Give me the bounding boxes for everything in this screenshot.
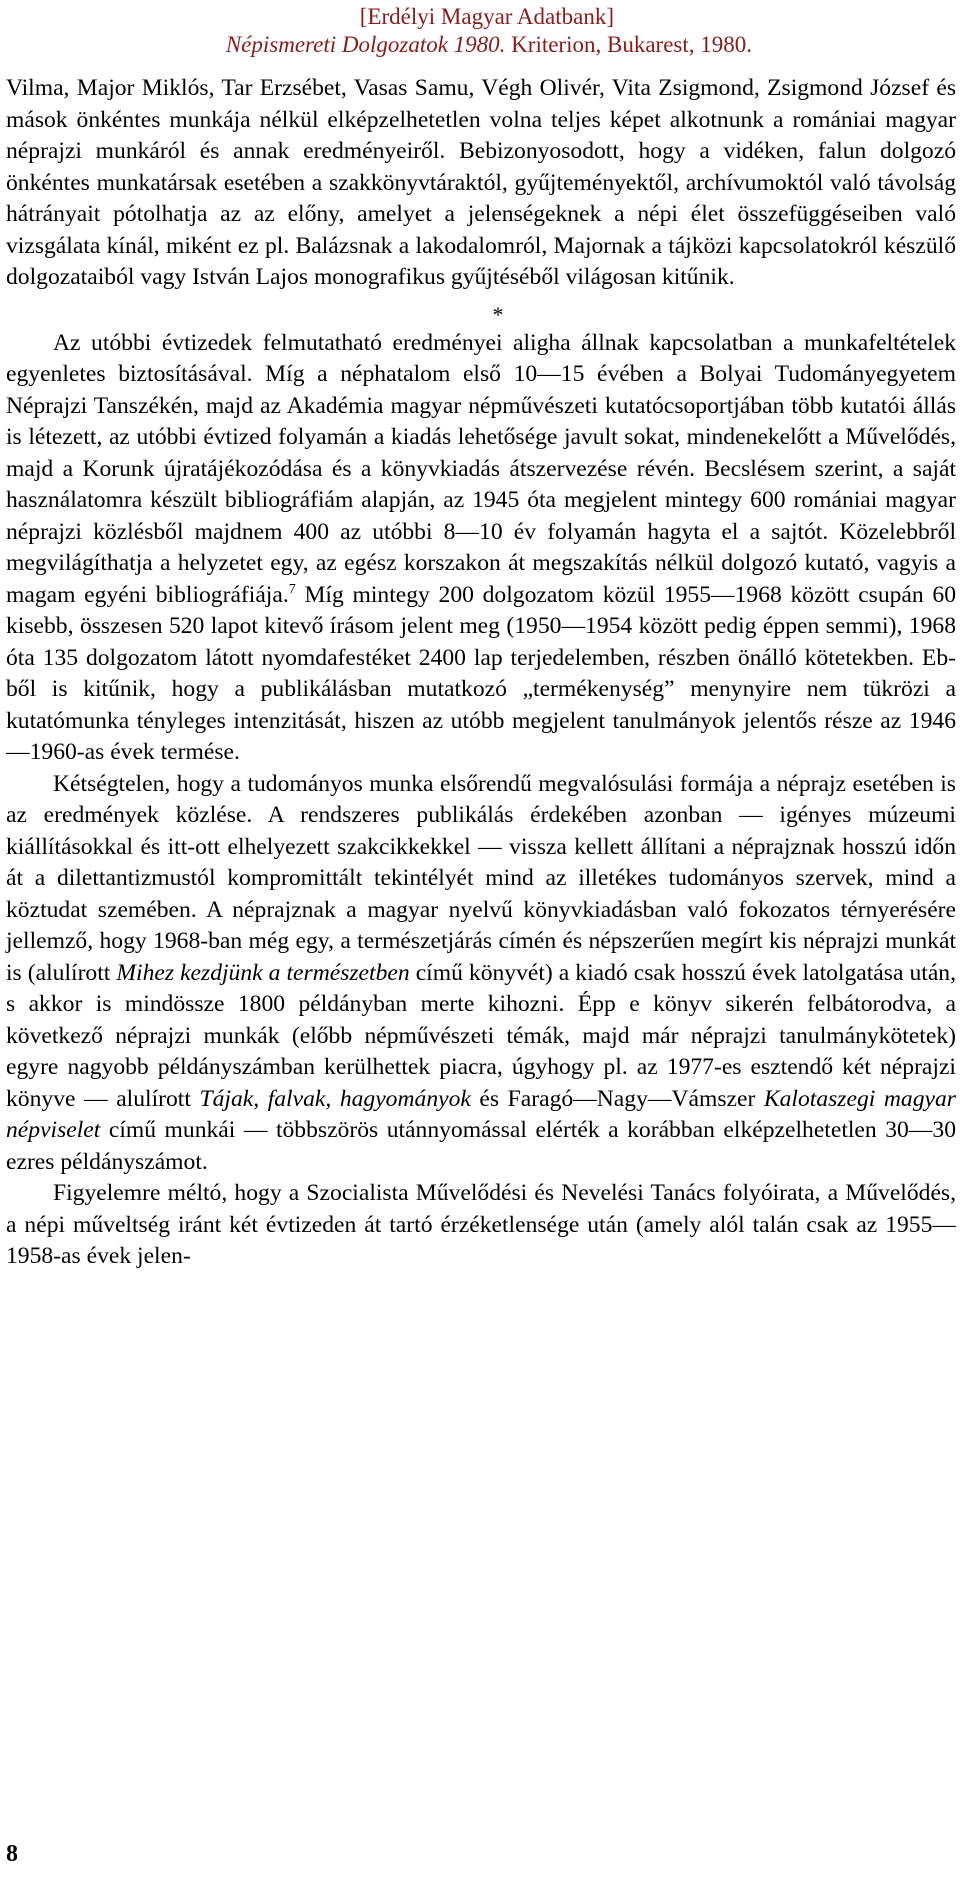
paragraph-3-part-d: című munkái — többszörös utánnyomással elérték a korábban elképzelhetetlen 30—30 ezres példányszámot.: [6, 1117, 956, 1175]
paragraph-3-part-c: és Faragó—Nagy—Vámszer: [470, 1085, 764, 1112]
citation-line: [226, 32, 752, 58]
paragraph-3: [6, 769, 956, 1179]
paragraph-2-part-b: Míg mintegy 200 dolgozatom közül 1955—1968 között csupán 60 kisebb, összesen 520 lapot kitevő írásom jelent meg (1950—1954 között pedig éppen semmi), 1968 óta 135 dolgozatom látott nyomdafestéket 2400 lap terjedelemben, részben önálló kötetekben. Ebből is kitűnik, hogy a publikálásban mutatkozó „termékenység” menynyire nem tükrözi a kutatómunka tényleges intenzitását, hiszen az utóbb megjelent tanulmányok jelentős része az 1946—1960-as évek termése.: [6, 581, 957, 765]
article-body: [6, 73, 956, 1273]
paragraph-1: Vilma, Major Miklós, Tar Erzsébet, Vasas Samu, Végh Olivér, Vita Zsigmond, Zsigmond József és mások önkéntes munkája nélkül elképzelhetetlen volna teljes képet alkotnunk a romániai magyar néprajzi munkáról és annak eredményeiről. Bebizonyosodott, hogy a vidéken, falun dolgozó önkéntes munkatársak esetében a szakkönyvtáraktól, gyűjteményektől, archívumoktól való távolság hátrányait pótolhatja az az előny, amelyet a jelenségeknek a népi élet összefüggéseiben való vizsgálata kínál, miként ez pl. Balázsnak a lakodalomról, Majornak a tájközi kapcsolatokról készülő dolgozataiból vagy István Lajos monografikus gyűjtéséből világosan kitűnik.: [6, 75, 956, 290]
page-number: 8: [6, 1841, 18, 1867]
footnote-marker: 7: [288, 581, 296, 597]
paragraph-2-part-a: Az utóbbi évtizedek felmutatható eredményei aligha állnak kapcsolatban a munkafeltételek egyenletes biztosításával. Míg a néphatalom első 10—15 évében a Bolyai Tudományegyetem Néprajzi Tanszékén, majd az Akadémia magyar népművészeti kutatócsoportjában több kutatói állás is létezett, az utóbbi évtized folyamán a kiadás lehetősége javult sokat, mindenekelőtt a Művelődés, majd a Korunk újratájékozódása és a könyvkiadás átszervezése révén. Becslésem szerint, a saját használatomra készült bibliográfiám alapján, az 1945 óta megjelent mintegy 600 romániai magyar néprajzi közlésből majdnem 400 az utóbbi 8—10 év folyamán hagyta el a sajtót. Közelebbről megvilágíthatja a helyzetet egy, az egész korszakon át megszakítás nélkül dolgozó kutató, vagyis a magam egyéni bibliográfiája.: [6, 329, 956, 608]
book-title-3: Kalotaszegi magyar népviselet: [6, 1085, 956, 1143]
section-separator: *: [492, 301, 504, 327]
paragraph-3-part-a: Kétségtelen, hogy a tudományos munka elsőrendű megvalósulási formája a néprajz esetében is az eredmények közlése. A rendszeres publikálás érdekében azonban — igényes múzeumi kiállításokkal és itt-ott elhelyezett szakcikkekkel — vissza kellett állítani a néprajznak hosszú időn át a dilettantizmustól kompromittált tekintélyét mind az illetékes tudományos szervek, mind a köztudat szemében. A néprajznak a magyar nyelvű könyvkiadásban való fokozatos térnyerésére jellemző, hogy 1968-ban még egy, a természetjárás címén és népszerűen megírt kis néprajzi munkát is (alulírott: [6, 770, 956, 986]
book-title-2: Tájak, falvak, hagyományok: [199, 1085, 471, 1112]
paragraph-3-part-b: című könyvét) a kiadó csak hosszú évek latolgatása után, s akkor is mindössze 1800 példányban merte kihozni. Épp e könyv sikerén felbátorodva, a következő néprajzi munkák (előbb népművészeti témák, majd már néprajzi tanulmánykötetek) egyre nagyobb példányszámban kerülhettek piacra, úgyhogy pl. az 1977-es esztendő két néprajzi könyve — alulírott: [6, 959, 956, 1112]
paragraph-4: Figyelemre méltó, hogy a Szocialista Művelődési és Nevelési Tanács folyóirata, a Művelődés, a népi műveltség iránt két évtizeden át tartó érzéketlensége után (amely alól talán csak az 1955—1958-as évek jelen-: [6, 1180, 956, 1269]
source-link[interactable]: [Erdélyi Magyar Adatbank]: [359, 4, 614, 29]
citation-publisher: Kriterion, Bukarest, 1980.: [505, 32, 752, 57]
book-title-1: Mihez kezdjünk a természetben: [116, 959, 410, 986]
citation-journal: Népismereti Dolgozatok 1980.: [225, 32, 506, 57]
paragraph-2: [6, 328, 956, 769]
